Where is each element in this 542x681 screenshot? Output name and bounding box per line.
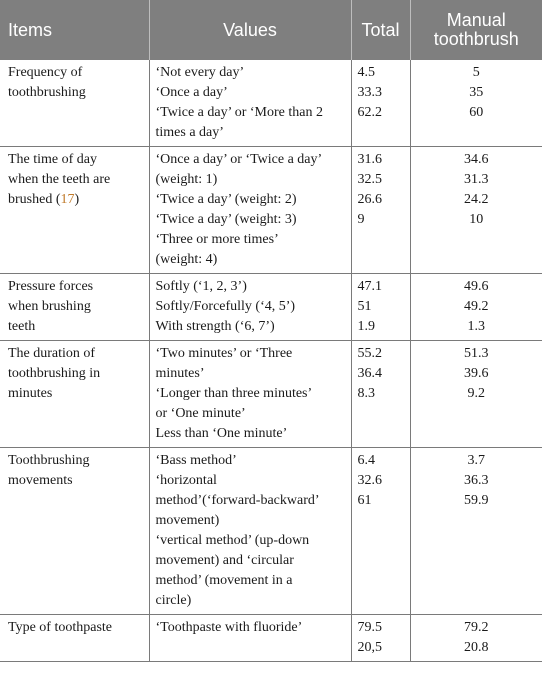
table-row — [0, 274, 542, 341]
total-value: 79.5 — [357, 620, 382, 635]
value-line: ‘Three or more times’ — [155, 232, 279, 247]
values-cell — [149, 147, 351, 274]
manual-value: 35 — [469, 85, 484, 100]
manual-cell — [410, 448, 542, 615]
table-row — [0, 615, 542, 662]
item-line: Frequency of — [8, 65, 83, 80]
manual-value: 51.3 — [464, 346, 489, 361]
header-manual-toothbrush: Manual toothbrush — [410, 0, 542, 60]
manual-value: 60 — [469, 105, 484, 120]
item-line: Type of toothpaste — [8, 620, 112, 635]
total-cell — [351, 147, 410, 274]
total-value: 1.9 — [357, 319, 375, 334]
total-value: 31.6 — [357, 152, 382, 167]
item-line: The duration of — [8, 346, 96, 361]
item-cell — [0, 147, 149, 274]
value-line: Softly (‘1, 2, 3’) — [155, 279, 247, 294]
value-line: ‘Not every day’ — [155, 65, 245, 80]
value-line: ‘Once a day’ — [155, 85, 228, 100]
value-line: ‘Once a day’ or ‘Twice a day’ — [155, 152, 323, 167]
manual-cell — [410, 274, 542, 341]
header-total: Total — [351, 0, 410, 60]
total-value: 26.6 — [357, 192, 382, 207]
value-line: With strength (‘6, 7’) — [155, 319, 275, 334]
manual-value: 36.3 — [464, 473, 489, 488]
total-value: 32.5 — [357, 172, 382, 187]
manual-value: 79.2 — [464, 620, 489, 635]
total-cell — [351, 60, 410, 147]
citation-close: ) — [74, 192, 80, 207]
manual-value: 5 — [472, 65, 480, 80]
total-value: 36.4 — [357, 366, 382, 381]
manual-cell — [410, 60, 542, 147]
total-value: 20,5 — [357, 640, 382, 655]
manual-value: 24.2 — [464, 192, 489, 207]
table-row — [0, 448, 542, 615]
item-line: when the teeth are — [8, 172, 111, 187]
total-value: 32.6 — [357, 473, 382, 488]
manual-value: 39.6 — [464, 366, 489, 381]
total-cell — [351, 448, 410, 615]
value-line: circle) — [155, 593, 192, 608]
value-line: Softly/Forcefully (‘4, 5’) — [155, 299, 296, 314]
value-line: method’ (movement in a — [155, 573, 293, 588]
manual-cell — [410, 341, 542, 448]
item-cell — [0, 615, 149, 662]
item-line-text: brushed ( — [8, 192, 61, 207]
manual-value: 49.2 — [464, 299, 489, 314]
value-line: ‘Longer than three minutes’ — [155, 386, 313, 401]
manual-value: 1.3 — [467, 319, 485, 334]
header-items: Items — [0, 0, 149, 60]
manual-value: 49.6 — [464, 279, 489, 294]
manual-cell — [410, 147, 542, 274]
manual-value: 10 — [469, 212, 484, 227]
header-row — [0, 0, 542, 60]
table-row — [0, 60, 542, 147]
item-cell — [0, 60, 149, 147]
table-row — [0, 341, 542, 448]
value-line: method’(‘forward-backward’ — [155, 493, 320, 508]
values-cell — [149, 341, 351, 448]
value-line: ‘Two minutes’ or ‘Three — [155, 346, 293, 361]
value-line: minutes’ — [155, 366, 205, 381]
item-line: when brushing — [8, 299, 91, 314]
values-cell — [149, 448, 351, 615]
item-cell — [0, 448, 149, 615]
table-row — [0, 147, 542, 274]
table-header — [0, 0, 542, 60]
total-value: 51 — [357, 299, 372, 314]
value-line: (weight: 4) — [155, 252, 218, 267]
value-line: ‘Twice a day’ or ‘More than 2 — [155, 105, 323, 120]
values-cell — [149, 60, 351, 147]
manual-cell — [410, 615, 542, 662]
item-line: Pressure forces — [8, 279, 94, 294]
total-value: 61 — [357, 493, 372, 508]
item-line: teeth — [8, 319, 36, 334]
values-cell — [149, 615, 351, 662]
total-value: 55.2 — [357, 346, 382, 361]
value-line: ‘vertical method’ (up-down — [155, 533, 310, 548]
value-line: ‘Toothpaste with fluoride’ — [155, 620, 303, 635]
table-body — [0, 60, 542, 662]
total-cell — [351, 341, 410, 448]
item-line: toothbrushing — [8, 85, 86, 100]
item-line: The time of day — [8, 152, 98, 167]
total-value: 47.1 — [357, 279, 382, 294]
manual-value: 20.8 — [464, 640, 489, 655]
manual-value: 9.2 — [467, 386, 485, 401]
total-value: 62.2 — [357, 105, 382, 120]
value-line: Less than ‘One minute’ — [155, 426, 288, 441]
value-line: times a day’ — [155, 125, 224, 140]
manual-value: 3.7 — [467, 453, 485, 468]
total-value: 6.4 — [357, 453, 375, 468]
total-cell — [351, 274, 410, 341]
item-line — [8, 190, 143, 210]
manual-value: 31.3 — [464, 172, 489, 187]
item-line: minutes — [8, 386, 53, 401]
value-line: ‘Bass method’ — [155, 453, 237, 468]
item-cell — [0, 274, 149, 341]
item-line: Toothbrushing — [8, 453, 90, 468]
citation-link[interactable]: 17 — [60, 192, 75, 207]
total-value: 8.3 — [357, 386, 375, 401]
item-line: toothbrushing in — [8, 366, 101, 381]
total-value: 9 — [357, 212, 365, 227]
item-line: movements — [8, 473, 73, 488]
manual-value: 59.9 — [464, 493, 489, 508]
value-line: ‘Twice a day’ (weight: 3) — [155, 212, 297, 227]
value-line: movement) and ‘circular — [155, 553, 294, 568]
value-line: ‘horizontal — [155, 473, 217, 488]
total-value: 33.3 — [357, 85, 382, 100]
manual-value: 34.6 — [464, 152, 489, 167]
value-line: (weight: 1) — [155, 172, 218, 187]
value-line: movement) — [155, 513, 220, 528]
header-values: Values — [149, 0, 351, 60]
total-value: 4.5 — [357, 65, 375, 80]
value-line: or ‘One minute’ — [155, 406, 246, 421]
value-line: ‘Twice a day’ (weight: 2) — [155, 192, 297, 207]
total-cell — [351, 615, 410, 662]
item-cell — [0, 341, 149, 448]
values-cell — [149, 274, 351, 341]
